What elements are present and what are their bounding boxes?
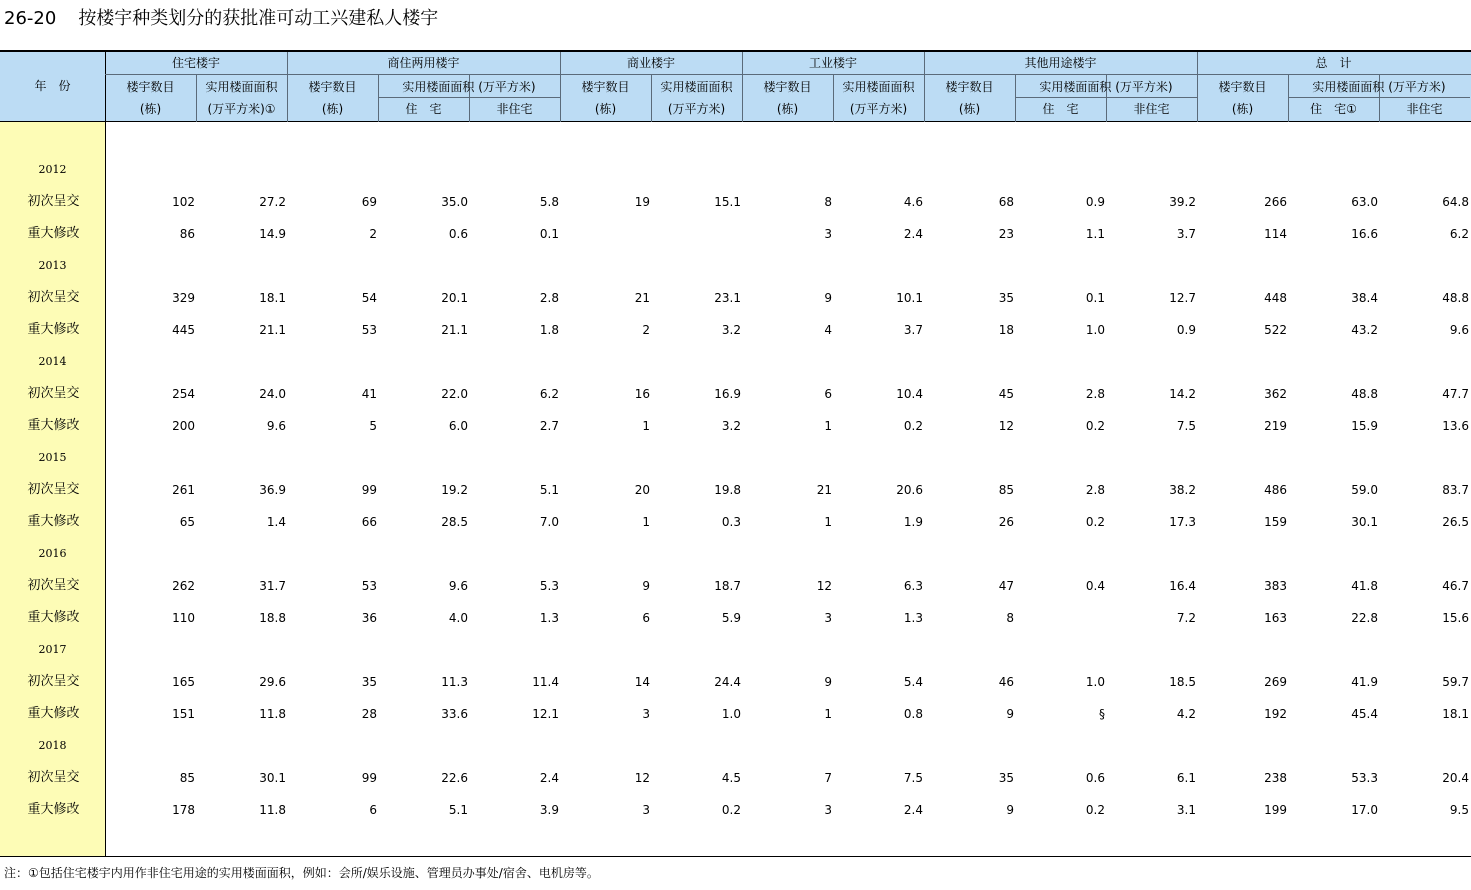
header-unit: 住 宅 bbox=[1042, 102, 1079, 116]
table-cell: 383 bbox=[1264, 579, 1287, 593]
table-cell: 86 bbox=[179, 227, 195, 241]
table-cell: 21.1 bbox=[441, 323, 468, 337]
group-title-rule bbox=[105, 74, 1471, 75]
area-split-rule bbox=[378, 97, 560, 98]
table-cell: 41.9 bbox=[1351, 675, 1378, 689]
table-cell: 15.6 bbox=[1442, 611, 1469, 625]
row-label: 重大修改 bbox=[27, 226, 80, 241]
table-cell: 35.0 bbox=[441, 195, 468, 209]
table-cell: 22.6 bbox=[441, 771, 468, 785]
table-cell: 18 bbox=[998, 323, 1014, 337]
table-cell: 3 bbox=[824, 803, 832, 817]
table-cell: 22.0 bbox=[441, 387, 468, 401]
row-label: 重大修改 bbox=[27, 322, 80, 337]
table-cell: 17.3 bbox=[1169, 515, 1196, 529]
table-cell: 24.4 bbox=[714, 675, 741, 689]
table-cell: 66 bbox=[361, 515, 377, 529]
table-cell: 22.8 bbox=[1351, 611, 1378, 625]
table-cell bbox=[1025, 608, 1105, 628]
table-cell: 178 bbox=[172, 803, 195, 817]
table-cell: 68 bbox=[998, 195, 1014, 209]
table-cell: 83.7 bbox=[1442, 483, 1469, 497]
table-cell: 7.5 bbox=[903, 771, 923, 785]
table-title: 按楼宇种类划分的获批准可动工兴建私人楼宇 bbox=[78, 8, 439, 29]
table-cell: 1.1 bbox=[1085, 227, 1105, 241]
header-unit: 非住宅 bbox=[1406, 102, 1443, 116]
row-label: 重大修改 bbox=[27, 514, 80, 529]
table-cell: 53 bbox=[361, 323, 377, 337]
table-cell: 0.2 bbox=[1085, 803, 1105, 817]
table-cell: 4.6 bbox=[903, 195, 923, 209]
table-cell: 6.1 bbox=[1176, 771, 1196, 785]
table-cell: 41 bbox=[361, 387, 377, 401]
table-cell: 9 bbox=[824, 291, 832, 305]
table-cell: 27.2 bbox=[259, 195, 286, 209]
table-cell: 6.0 bbox=[448, 419, 468, 433]
table-cell: 5.1 bbox=[448, 803, 468, 817]
table-cell: 1 bbox=[642, 419, 650, 433]
table-cell: 6 bbox=[369, 803, 377, 817]
header-unit: 非住宅 bbox=[1133, 102, 1170, 116]
table-cell: 1.9 bbox=[903, 515, 923, 529]
header-group: 工业楼宇 bbox=[808, 56, 857, 70]
row-label: 初次呈交 bbox=[27, 674, 80, 689]
table-cell: 3.7 bbox=[1176, 227, 1196, 241]
header-label: 楼宇数目 bbox=[1218, 80, 1267, 94]
table-cell: 65 bbox=[179, 515, 195, 529]
table-cell: 114 bbox=[1264, 227, 1287, 241]
table-cell: 6.2 bbox=[539, 387, 559, 401]
page-title bbox=[4, 3, 438, 35]
table-cell: 199 bbox=[1264, 803, 1287, 817]
table-cell: 5.1 bbox=[539, 483, 559, 497]
table-cell: 1 bbox=[824, 515, 832, 529]
table-cell: 0.9 bbox=[1085, 195, 1105, 209]
table-cell: 3 bbox=[642, 803, 650, 817]
table-cell: 448 bbox=[1264, 291, 1287, 305]
year-label: 2012 bbox=[38, 163, 67, 176]
table-cell: 1 bbox=[642, 515, 650, 529]
table-cell: 0.2 bbox=[1085, 419, 1105, 433]
table-cell: 1.3 bbox=[539, 611, 559, 625]
table-cell: 46 bbox=[998, 675, 1014, 689]
table-cell: 9.6 bbox=[448, 579, 468, 593]
header-label: 楼宇数目 bbox=[126, 80, 175, 94]
table-cell: 2.8 bbox=[1085, 387, 1105, 401]
table-cell: 21 bbox=[634, 291, 650, 305]
header-label: 实用楼面面积 (万平方米) bbox=[402, 80, 536, 94]
header-unit: (万平方米)① bbox=[207, 102, 276, 116]
table-cell: 24.0 bbox=[259, 387, 286, 401]
year-label: 2018 bbox=[38, 739, 67, 752]
row-label: 初次呈交 bbox=[27, 194, 80, 209]
header-group: 商住两用楼宇 bbox=[387, 56, 460, 70]
table-cell: 12 bbox=[998, 419, 1014, 433]
table-cell: 33.6 bbox=[441, 707, 468, 721]
table-cell: 2.4 bbox=[903, 803, 923, 817]
header-label: 实用楼面面积 (万平方米) bbox=[1312, 80, 1446, 94]
table-cell: 4.0 bbox=[448, 611, 468, 625]
table-cell: 10.1 bbox=[896, 291, 923, 305]
table-cell: 1.4 bbox=[266, 515, 286, 529]
header-unit: (栋) bbox=[1231, 102, 1254, 116]
table-cell: 14.9 bbox=[259, 227, 286, 241]
table-cell: 0.6 bbox=[1085, 771, 1105, 785]
table-cell: 9 bbox=[1006, 707, 1014, 721]
table-cell: 18.5 bbox=[1169, 675, 1196, 689]
table-cell: 10.4 bbox=[896, 387, 923, 401]
table-cell: 48.8 bbox=[1351, 387, 1378, 401]
table-cell: 0.4 bbox=[1085, 579, 1105, 593]
year-label: 2014 bbox=[38, 355, 67, 368]
table-cell: 39.2 bbox=[1169, 195, 1196, 209]
header-group: 其他用途楼宇 bbox=[1024, 56, 1097, 70]
table-cell: 53.3 bbox=[1351, 771, 1378, 785]
bottom-rule bbox=[0, 856, 1471, 857]
table-cell: 6.2 bbox=[1449, 227, 1469, 241]
table-cell: 59.7 bbox=[1442, 675, 1469, 689]
table-cell: 159 bbox=[1264, 515, 1287, 529]
table-cell: 12.7 bbox=[1169, 291, 1196, 305]
table-cell: 7.0 bbox=[539, 515, 559, 529]
table-cell: 16.6 bbox=[1351, 227, 1378, 241]
table-cell: 4.5 bbox=[721, 771, 741, 785]
year-label: 2015 bbox=[38, 451, 67, 464]
table-cell: 3.2 bbox=[721, 323, 741, 337]
table-cell: 9 bbox=[642, 579, 650, 593]
table-cell: 9.6 bbox=[266, 419, 286, 433]
table-cell: 5 bbox=[369, 419, 377, 433]
header-label: 楼宇数目 bbox=[308, 80, 357, 94]
table-cell bbox=[570, 224, 650, 244]
table-cell: 31.7 bbox=[259, 579, 286, 593]
year-label: 2013 bbox=[38, 259, 67, 272]
table-cell: 3 bbox=[824, 227, 832, 241]
table-cell: 7.2 bbox=[1176, 611, 1196, 625]
table-cell: 35 bbox=[998, 291, 1014, 305]
table-cell: 14.2 bbox=[1169, 387, 1196, 401]
header-rule bbox=[0, 121, 1471, 122]
table-cell: 18.1 bbox=[259, 291, 286, 305]
table-cell: 21 bbox=[816, 483, 832, 497]
table-cell: 19.8 bbox=[714, 483, 741, 497]
table-cell: 64.8 bbox=[1442, 195, 1469, 209]
table-cell: 5.3 bbox=[539, 579, 559, 593]
header-unit: (栋) bbox=[776, 102, 799, 116]
table-cell: 269 bbox=[1264, 675, 1287, 689]
row-label: 初次呈交 bbox=[27, 482, 80, 497]
table-cell: 1 bbox=[824, 707, 832, 721]
table-cell: 14 bbox=[634, 675, 650, 689]
table-cell: 266 bbox=[1264, 195, 1287, 209]
table-cell: 362 bbox=[1264, 387, 1287, 401]
table-cell: 486 bbox=[1264, 483, 1287, 497]
table-cell: 0.1 bbox=[539, 227, 559, 241]
table-cell: 3.9 bbox=[539, 803, 559, 817]
table-cell: 16.9 bbox=[714, 387, 741, 401]
table-cell: 38.4 bbox=[1351, 291, 1378, 305]
table-cell: 3.7 bbox=[903, 323, 923, 337]
table-cell: 11.3 bbox=[441, 675, 468, 689]
table-cell: 30.1 bbox=[1351, 515, 1378, 529]
table-cell: 28 bbox=[361, 707, 377, 721]
header-label: 实用楼面面积 bbox=[205, 80, 278, 94]
table-cell: 8 bbox=[1006, 611, 1014, 625]
header-unit: (万平方米) bbox=[667, 102, 726, 116]
table-cell: 219 bbox=[1264, 419, 1287, 433]
area-split-rule bbox=[1288, 97, 1470, 98]
year-column-divider bbox=[105, 52, 106, 857]
table-cell: 9.6 bbox=[1449, 323, 1469, 337]
row-label: 重大修改 bbox=[27, 610, 80, 625]
header-group: 总 计 bbox=[1315, 56, 1352, 70]
table-cell: 29.6 bbox=[259, 675, 286, 689]
table-cell: 6 bbox=[642, 611, 650, 625]
table-cell: 36.9 bbox=[259, 483, 286, 497]
table-cell: 4 bbox=[824, 323, 832, 337]
table-cell: 254 bbox=[172, 387, 195, 401]
table-cell: 16 bbox=[634, 387, 650, 401]
header-unit: (万平方米) bbox=[849, 102, 908, 116]
table-cell: 85 bbox=[998, 483, 1014, 497]
table-cell: 9 bbox=[824, 675, 832, 689]
table-cell: 329 bbox=[172, 291, 195, 305]
table-cell: 2.8 bbox=[1085, 483, 1105, 497]
table-cell: 151 bbox=[172, 707, 195, 721]
table-cell: 7.5 bbox=[1176, 419, 1196, 433]
table-cell: 18.8 bbox=[259, 611, 286, 625]
header-group: 住宅楼宇 bbox=[171, 56, 220, 70]
table-cell: 1.8 bbox=[539, 323, 559, 337]
table-cell: 23 bbox=[998, 227, 1014, 241]
table-cell: 9.5 bbox=[1449, 803, 1469, 817]
table-cell: 0.2 bbox=[1085, 515, 1105, 529]
table-cell: 17.0 bbox=[1351, 803, 1378, 817]
table-cell: 1.0 bbox=[721, 707, 741, 721]
table-cell: 4.2 bbox=[1176, 707, 1196, 721]
table-cell: 19 bbox=[634, 195, 650, 209]
table-cell: 3.2 bbox=[721, 419, 741, 433]
table-cell: 19.2 bbox=[441, 483, 468, 497]
row-label: 重大修改 bbox=[27, 706, 80, 721]
table-cell: 12 bbox=[634, 771, 650, 785]
header-unit: (栋) bbox=[594, 102, 617, 116]
table-cell: 1.0 bbox=[1085, 675, 1105, 689]
table-cell: 99 bbox=[361, 771, 377, 785]
table-cell: 47.7 bbox=[1442, 387, 1469, 401]
row-label: 初次呈交 bbox=[27, 578, 80, 593]
table-cell: 63.0 bbox=[1351, 195, 1378, 209]
table-cell: 5.9 bbox=[721, 611, 741, 625]
table-cell: 1.0 bbox=[1085, 323, 1105, 337]
table-cell: 30.1 bbox=[259, 771, 286, 785]
table-cell: 53 bbox=[361, 579, 377, 593]
header-unit: (栋) bbox=[321, 102, 344, 116]
header-unit: (栋) bbox=[958, 102, 981, 116]
table-cell: 18.1 bbox=[1442, 707, 1469, 721]
table-cell: 20.6 bbox=[896, 483, 923, 497]
table-cell: 16.4 bbox=[1169, 579, 1196, 593]
table-cell: 522 bbox=[1264, 323, 1287, 337]
table-cell: 59.0 bbox=[1351, 483, 1378, 497]
header-label: 楼宇数目 bbox=[581, 80, 630, 94]
table-cell: 5.8 bbox=[539, 195, 559, 209]
table-cell: 15.1 bbox=[714, 195, 741, 209]
table-cell: 69 bbox=[361, 195, 377, 209]
table-cell: 18.7 bbox=[714, 579, 741, 593]
header-label: 实用楼面面积 bbox=[660, 80, 733, 94]
table-number: 26-20 bbox=[4, 8, 57, 29]
header-label: 实用楼面面积 bbox=[842, 80, 915, 94]
table-cell: 0.2 bbox=[721, 803, 741, 817]
table-cell: 46.7 bbox=[1442, 579, 1469, 593]
table-cell: 238 bbox=[1264, 771, 1287, 785]
row-label: 初次呈交 bbox=[27, 386, 80, 401]
table-cell: 102 bbox=[172, 195, 195, 209]
table-cell: 23.1 bbox=[714, 291, 741, 305]
table-cell: 5.4 bbox=[903, 675, 923, 689]
table-cell: 12 bbox=[816, 579, 832, 593]
table-cell: 99 bbox=[361, 483, 377, 497]
header-unit: (栋) bbox=[139, 102, 162, 116]
table-cell: 54 bbox=[361, 291, 377, 305]
table-cell: 9 bbox=[1006, 803, 1014, 817]
header-unit: 非住宅 bbox=[496, 102, 533, 116]
table-cell: 7 bbox=[824, 771, 832, 785]
table-cell: 262 bbox=[172, 579, 195, 593]
table-cell: 0.2 bbox=[903, 419, 923, 433]
table-cell: 35 bbox=[361, 675, 377, 689]
table-cell: 2.7 bbox=[539, 419, 559, 433]
row-label: 重大修改 bbox=[27, 418, 80, 433]
table-cell: 20 bbox=[634, 483, 650, 497]
table-cell: 3.1 bbox=[1176, 803, 1196, 817]
table-cell: 12.1 bbox=[532, 707, 559, 721]
header-unit: 住 宅① bbox=[1310, 102, 1357, 116]
table-cell: 2.8 bbox=[539, 291, 559, 305]
footnote: 注：①包括住宅楼宇内用作非住宅用途的实用楼面面积，例如：会所/娱乐设施、管理员办事处/宿舍、电机房等。 bbox=[4, 866, 599, 880]
table-cell: 35 bbox=[998, 771, 1014, 785]
table-cell: 11.8 bbox=[259, 803, 286, 817]
table-cell: 3 bbox=[824, 611, 832, 625]
table-cell: 6 bbox=[824, 387, 832, 401]
table-cell: 48.8 bbox=[1442, 291, 1469, 305]
table-cell: 0.8 bbox=[903, 707, 923, 721]
table-cell: 1 bbox=[824, 419, 832, 433]
table-cell: 20.4 bbox=[1442, 771, 1469, 785]
table-cell: 45.4 bbox=[1351, 707, 1378, 721]
row-label: 初次呈交 bbox=[27, 770, 80, 785]
table-cell: 0.1 bbox=[1085, 291, 1105, 305]
table-cell: 45 bbox=[998, 387, 1014, 401]
table-cell: 28.5 bbox=[441, 515, 468, 529]
table-cell: 36 bbox=[361, 611, 377, 625]
table-cell: 2.4 bbox=[903, 227, 923, 241]
header-label: 楼宇数目 bbox=[945, 80, 994, 94]
area-split-rule bbox=[1015, 97, 1197, 98]
header-label: 实用楼面面积 (万平方米) bbox=[1039, 80, 1173, 94]
table-cell: 110 bbox=[172, 611, 195, 625]
header-unit: 住 宅 bbox=[405, 102, 442, 116]
table-cell: § bbox=[1099, 707, 1105, 721]
table-cell: 20.1 bbox=[441, 291, 468, 305]
table-cell: 445 bbox=[172, 323, 195, 337]
table-cell: 2.4 bbox=[539, 771, 559, 785]
table-cell: 13.6 bbox=[1442, 419, 1469, 433]
table-cell: 192 bbox=[1264, 707, 1287, 721]
table-cell: 15.9 bbox=[1351, 419, 1378, 433]
table-cell: 11.8 bbox=[259, 707, 286, 721]
table-cell: 163 bbox=[1264, 611, 1287, 625]
table-cell: 2 bbox=[642, 323, 650, 337]
table-cell: 26 bbox=[998, 515, 1014, 529]
table-cell: 165 bbox=[172, 675, 195, 689]
table-cell: 8 bbox=[824, 195, 832, 209]
header-group: 商业楼宇 bbox=[626, 56, 675, 70]
table-cell: 3 bbox=[642, 707, 650, 721]
table-cell: 200 bbox=[172, 419, 195, 433]
table-cell: 0.6 bbox=[448, 227, 468, 241]
year-label: 2016 bbox=[38, 547, 67, 560]
table-cell: 85 bbox=[179, 771, 195, 785]
header-label: 楼宇数目 bbox=[763, 80, 812, 94]
table-cell: 21.1 bbox=[259, 323, 286, 337]
table-cell: 43.2 bbox=[1351, 323, 1378, 337]
row-label: 重大修改 bbox=[27, 802, 80, 817]
table-cell: 0.9 bbox=[1176, 323, 1196, 337]
table-cell: 47 bbox=[998, 579, 1014, 593]
table-cell: 261 bbox=[172, 483, 195, 497]
table-cell: 6.3 bbox=[903, 579, 923, 593]
table-cell: 0.3 bbox=[721, 515, 741, 529]
table-cell: 2 bbox=[369, 227, 377, 241]
table-cell: 11.4 bbox=[532, 675, 559, 689]
row-label: 初次呈交 bbox=[27, 290, 80, 305]
table-cell: 41.8 bbox=[1351, 579, 1378, 593]
year-label: 2017 bbox=[38, 643, 67, 656]
table-cell: 38.2 bbox=[1169, 483, 1196, 497]
header-year: 年 份 bbox=[34, 79, 71, 93]
table-cell: 1.3 bbox=[903, 611, 923, 625]
table-cell: 26.5 bbox=[1442, 515, 1469, 529]
table-cell bbox=[661, 224, 741, 244]
